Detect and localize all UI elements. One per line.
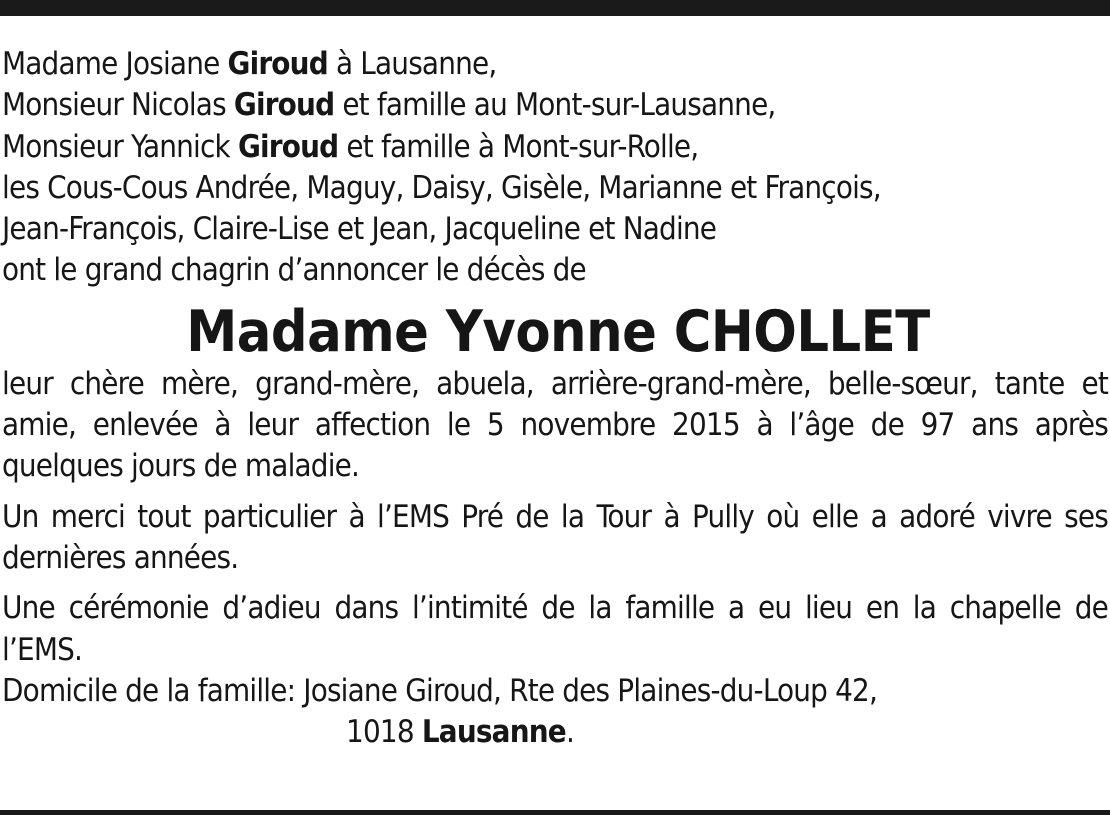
family-text: Monsieur Yannick <box>2 128 238 165</box>
family-surname: Giroud <box>237 128 339 165</box>
bottom-rule <box>0 810 1110 815</box>
family-line <box>2 85 1108 126</box>
thanks-paragraph: Un merci tout particulier à l’EMS Pré de la Tour à Pully où elle a adoré vivre ses dernières années. <box>2 498 1108 576</box>
family-text: et famille à Mont-sur-Rolle, <box>338 128 699 165</box>
domicile-line: Domicile de la famille: Josiane Giroud, Rte des Plaines-du-Loup 42, <box>2 672 878 709</box>
domicile-city-line <box>2 712 1108 753</box>
family-line: Jean-François, Claire-Lise et Jean, Jacqueline et Nadine <box>2 211 717 248</box>
top-rule <box>0 0 1110 16</box>
announcement-line: ont le grand chagrin d’annoncer le décès de <box>2 252 586 289</box>
family-line <box>2 127 1108 168</box>
death-notice <box>2 44 1108 753</box>
tribute-paragraph: leur chère mère, grand-mère, abuela, arrière-grand-mère, belle-sœur, tante et amie, enlevée à leur affection le 5 novembre 2015 à l’âge de 97 ans après quelques jours de maladie. <box>2 365 1108 485</box>
family-line <box>2 44 1108 85</box>
postcode: 1018 <box>346 714 422 751</box>
family-text: Madame Josiane <box>2 46 228 82</box>
family-surname: Giroud <box>227 46 328 82</box>
family-text: et famille au Mont-sur-Lausanne, <box>334 87 776 124</box>
family-text: Monsieur Nicolas <box>2 87 234 124</box>
deceased-name: Madame Yvonne CHOLLET <box>186 298 930 365</box>
family-line: les Cous-Cous Andrée, Maguy, Daisy, Gisèle, Marianne et François, <box>2 169 881 206</box>
ceremony-paragraph: Une cérémonie d’adieu dans l’intimité de la famille a eu lieu en la chapelle de l’EMS. <box>2 590 1108 668</box>
family-surname: Giroud <box>233 87 335 124</box>
family-text: à Lausanne, <box>327 46 497 82</box>
period: . <box>565 714 574 751</box>
city: Lausanne <box>421 714 566 751</box>
